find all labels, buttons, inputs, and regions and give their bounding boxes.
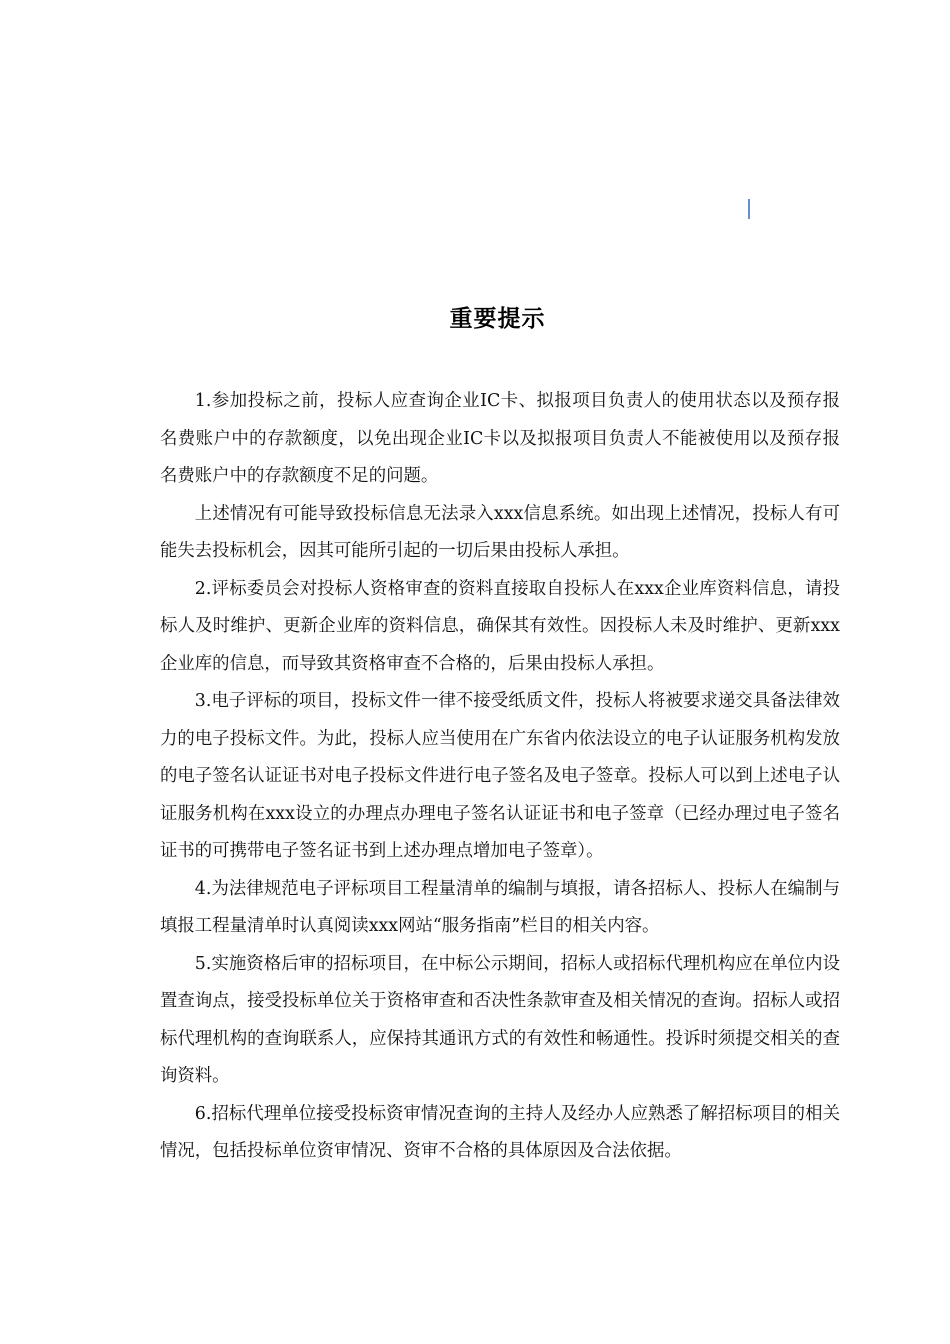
paragraph-3: 3.电子评标的项目，投标文件一律不接受纸质文件，投标人将被要求递交具备法律效力的电子投标文件。为此，投标人应当使用在广东省内依法设立的电子认证服务机构发放的电子签名认证证书对电子投标文件进行电子签名及电子签章。投标人可以到上述电子认证服务机构在xxx设立的办理点办理电子签名认证证书和电子签章（已经办理过电子签名证书的可携带电子签名证书到上述办理点增加电子签章）。	[160, 691, 840, 861]
document-body	[160, 383, 840, 1171]
paragraph-1: 1.参加投标之前，投标人应查询企业IC卡、拟报项目负责人的使用状态以及预存报名费账户中的存款额度，以免出现企业IC卡以及拟报项目负责人不能被使用以及预存报名费账户中的存款额度不足的问题。	[160, 391, 840, 486]
paragraph-1-note: 上述情况有可能导致投标信息无法录入xxx信息系统。如出现上述情况，投标人有可能失去投标机会，因其可能所引起的一切后果由投标人承担。	[160, 503, 840, 561]
paragraph-6: 6.招标代理单位接受投标资审情况查询的主持人及经办人应熟悉了解招标项目的相关情况，包括投标单位资审情况、资审不合格的具体原因及合法依据。	[160, 1103, 840, 1161]
document-title: 重要提示	[449, 305, 546, 332]
text-cursor-mark	[748, 199, 750, 219]
paragraph-4: 4.为法律规范电子评标项目工程量清单的编制与填报，请各招标人、投标人在编制与填报工程量清单时认真阅读xxx网站“服务指南”栏目的相关内容。	[160, 878, 840, 936]
paragraph-2: 2.评标委员会对投标人资格审查的资料直接取自投标人在xxx企业库资料信息，请投标人及时维护、更新企业库的资料信息，确保其有效性。因投标人未及时维护、更新xxx企业库的信息，而导致其资格审查不合格的，后果由投标人承担。	[160, 578, 840, 674]
paragraph-5: 5.实施资格后审的招标项目，在中标公示期间，招标人或招标代理机构应在单位内设置查询点，接受投标单位关于资格审查和否决性条款审查及相关情况的查询。招标人或招标代理机构的查询联系人，应保持其通讯方式的有效性和畅通性。投诉时须提交相关的查询资料。	[160, 953, 840, 1086]
